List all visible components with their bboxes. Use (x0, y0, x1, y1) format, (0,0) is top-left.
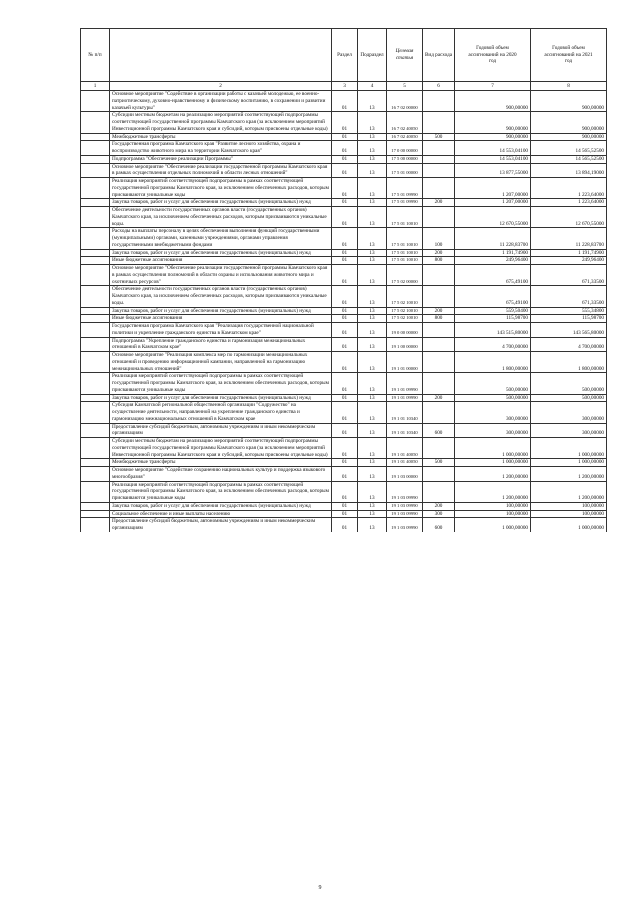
row-expense-cell: 200 (423, 502, 455, 510)
row-expense-cell (423, 265, 455, 286)
table-row (81, 373, 607, 394)
row-2021-cell: 1 200,00000 (531, 467, 607, 482)
row-target-cell: 19 1 01 40050 (387, 438, 423, 459)
row-expense-cell: 500 (423, 459, 455, 467)
row-2020-cell: 1 207,00000 (455, 199, 531, 207)
row-number-cell (81, 373, 110, 394)
row-2020-cell: 100,00000 (455, 510, 531, 518)
row-name-cell: Реализация мероприятий соответствующей подпрограммы в рамках соответствующей государственной программы Камчатского края, за исключением обеспеченных расходов, которым присваиваются уникальные коды (110, 373, 332, 394)
row-2020-cell: 500,00000 (455, 394, 531, 402)
row-target-cell: 17 5 02 10010 (387, 315, 423, 323)
header-name (110, 29, 332, 82)
row-target-cell: 17 5 02 00000 (387, 265, 423, 286)
row-expense-cell (423, 163, 455, 178)
column-number: 3 (332, 82, 358, 91)
row-razdel-cell: 01 (332, 257, 358, 265)
row-razdel-cell: 01 (332, 467, 358, 482)
row-podrazdel-cell: 13 (358, 307, 387, 315)
row-expense-cell (423, 373, 455, 394)
row-name-cell: Субсидия Камчатской региональной общественной организации "Содружество" на осуществление деятельности, направленной на укрепление гражданского единства и гармонизацию межнациональных отношений в Камчатском крае (110, 402, 332, 423)
row-2021-cell: 12 670,55000 (531, 207, 607, 228)
column-number: 4 (358, 82, 387, 91)
table-row (81, 352, 607, 373)
row-name-cell: Субсидии местным бюджетам на реализацию мероприятий соответствующей подпрограммы соответствующей государственной программы Камчатского края (за исключением мероприятий Инвестиционной программы Камчатского края и субсидий, которым присвоены отдельные коды) (110, 438, 332, 459)
row-2021-cell: 1 000,00000 (531, 438, 607, 459)
row-razdel-cell: 01 (332, 394, 358, 402)
row-expense-cell: 200 (423, 394, 455, 402)
row-podrazdel-cell: 13 (358, 481, 387, 502)
row-target-cell: 17 5 01 09990 (387, 178, 423, 199)
row-name-cell: Закупка товаров, работ и услуг для обеспечения государственных (муниципальных) нужд (110, 249, 332, 257)
row-2020-cell: 900,00000 (455, 133, 531, 141)
row-podrazdel-cell: 13 (358, 438, 387, 459)
row-2021-cell: 500,00000 (531, 373, 607, 394)
row-podrazdel-cell: 13 (358, 178, 387, 199)
table-row (81, 510, 607, 518)
row-2021-cell: 249,96400 (531, 257, 607, 265)
row-podrazdel-cell: 13 (358, 394, 387, 402)
row-podrazdel-cell: 13 (358, 459, 387, 467)
row-podrazdel-cell: 13 (358, 155, 387, 163)
row-target-cell: 17 5 02 10010 (387, 307, 423, 315)
row-2021-cell: 555,34800 (531, 307, 607, 315)
row-2021-cell: 4 700,00000 (531, 337, 607, 352)
table-row (81, 502, 607, 510)
row-number-cell (81, 178, 110, 199)
table-row (81, 323, 607, 338)
row-2021-cell: 300,00000 (531, 423, 607, 438)
table-row (81, 249, 607, 257)
row-2020-cell: 13 877,55000 (455, 163, 531, 178)
row-razdel-cell: 01 (332, 91, 358, 112)
row-2020-cell: 143 515,80000 (455, 323, 531, 338)
row-podrazdel-cell: 13 (358, 323, 387, 338)
row-expense-cell: 200 (423, 249, 455, 257)
row-2020-cell: 559,50400 (455, 307, 531, 315)
row-name-cell: Реализация мероприятий соответствующей подпрограммы в рамках соответствующей государственной программы Камчатского края, за исключением обеспеченных расходов, которым присваиваются уникальные коды (110, 178, 332, 199)
header-num: № п/п (81, 29, 110, 82)
row-number-cell (81, 323, 110, 338)
row-2020-cell: 1 000,00000 (455, 438, 531, 459)
row-2020-cell: 100,00000 (455, 502, 531, 510)
table-row (81, 518, 607, 532)
row-number-cell (81, 467, 110, 482)
row-2021-cell: 1 000,00000 (531, 518, 607, 532)
row-podrazdel-cell: 13 (358, 518, 387, 532)
row-podrazdel-cell: 13 (358, 373, 387, 394)
row-target-cell: 17 5 00 00000 (387, 155, 423, 163)
row-2020-cell: 675,49100 (455, 265, 531, 286)
row-podrazdel-cell: 13 (358, 315, 387, 323)
row-name-cell: Основное мероприятие "Содействие в организации работы с казачьей молодежью, ее военно-патриотическому, духовно-нравственному и физическому воспитанию, в сохранении и развитии казачьей культуры" (110, 91, 332, 112)
row-razdel-cell: 01 (332, 337, 358, 352)
header-podrazdel: Подраздел (358, 29, 387, 82)
row-2021-cell: 900,00000 (531, 133, 607, 141)
row-2021-cell: 671,33500 (531, 265, 607, 286)
row-expense-cell (423, 337, 455, 352)
row-number-cell (81, 481, 110, 502)
row-target-cell: 17 5 01 00000 (387, 163, 423, 178)
row-target-cell: 17 5 01 10010 (387, 257, 423, 265)
table-row (81, 257, 607, 265)
row-2020-cell: 1 200,00000 (455, 481, 531, 502)
row-number-cell (81, 133, 110, 141)
row-2021-cell: 14 565,52500 (531, 141, 607, 156)
table-row (81, 228, 607, 249)
row-number-cell (81, 91, 110, 112)
header-razdel: Раздел (332, 29, 358, 82)
budget-table (80, 28, 607, 532)
row-podrazdel-cell: 13 (358, 352, 387, 373)
row-razdel-cell: 01 (332, 352, 358, 373)
row-razdel-cell: 01 (332, 141, 358, 156)
row-target-cell: 17 5 01 10010 (387, 249, 423, 257)
page-number: 9 (318, 885, 322, 891)
row-2020-cell: 14 553,04100 (455, 155, 531, 163)
row-expense-cell (423, 112, 455, 133)
row-razdel-cell: 01 (332, 307, 358, 315)
row-target-cell: 17 5 02 10010 (387, 286, 423, 307)
row-number-cell (81, 315, 110, 323)
row-podrazdel-cell: 13 (358, 141, 387, 156)
row-expense-cell (423, 323, 455, 338)
row-name-cell: Подпрограмма "Укрепление гражданского единства и гармонизация межнациональных отношений в Камчатском крае" (110, 337, 332, 352)
row-2021-cell: 1 800,00000 (531, 352, 607, 373)
row-number-cell (81, 265, 110, 286)
row-podrazdel-cell: 13 (358, 228, 387, 249)
row-podrazdel-cell: 13 (358, 133, 387, 141)
row-number-cell (81, 459, 110, 467)
row-target-cell: 16 7 02 40050 (387, 112, 423, 133)
row-target-cell: 19 1 01 09990 (387, 394, 423, 402)
row-expense-cell: 600 (423, 518, 455, 532)
row-name-cell: Межбюджетные трансферты (110, 133, 332, 141)
row-2021-cell: 14 565,52500 (531, 155, 607, 163)
row-number-cell (81, 257, 110, 265)
row-2021-cell: 500,00000 (531, 394, 607, 402)
row-number-cell (81, 352, 110, 373)
row-podrazdel-cell: 13 (358, 163, 387, 178)
row-expense-cell (423, 155, 455, 163)
row-expense-cell: 200 (423, 199, 455, 207)
row-2020-cell: 115,98700 (455, 315, 531, 323)
row-podrazdel-cell: 13 (358, 265, 387, 286)
row-2020-cell: 1 000,00000 (455, 518, 531, 532)
table-row (81, 163, 607, 178)
row-name-cell: Расходы на выплаты персоналу в целях обеспечения выполнения функций государственными (муниципальными) органами, казенными учреждениями, органами управления государственными внебюджетными фондами (110, 228, 332, 249)
row-expense-cell: 300 (423, 510, 455, 518)
row-target-cell: 16 7 02 40050 (387, 133, 423, 141)
row-2020-cell: 900,00000 (455, 91, 531, 112)
row-name-cell: Предоставление субсидий бюджетным, автономным учреждениям и иным некоммерческим организациям (110, 518, 332, 532)
row-razdel-cell: 01 (332, 481, 358, 502)
row-target-cell: 19 1 01 40050 (387, 459, 423, 467)
row-name-cell: Основное мероприятие "Реализация комплекса мер по гармонизации межнациональных отношений и проведению информационной кампании, направленной на гармонизацию межнациональных отношений" (110, 352, 332, 373)
table-row (81, 481, 607, 502)
row-2021-cell: 900,00000 (531, 91, 607, 112)
row-target-cell: 19 1 03 09990 (387, 518, 423, 532)
budget-document (80, 28, 606, 532)
row-2020-cell: 500,00000 (455, 373, 531, 394)
row-number-cell (81, 163, 110, 178)
row-target-cell: 17 0 00 00000 (387, 141, 423, 156)
table-row (81, 307, 607, 315)
column-number: 1 (81, 82, 110, 91)
table-row (81, 91, 607, 112)
row-podrazdel-cell: 13 (358, 467, 387, 482)
table-row (81, 286, 607, 307)
row-2020-cell: 249,96400 (455, 257, 531, 265)
row-razdel-cell: 01 (332, 502, 358, 510)
row-number-cell (81, 438, 110, 459)
table-row (81, 337, 607, 352)
row-number-cell (81, 394, 110, 402)
row-2020-cell: 4 700,00000 (455, 337, 531, 352)
row-number-cell (81, 307, 110, 315)
row-2021-cell: 1 223,64000 (531, 178, 607, 199)
row-target-cell: 19 1 01 00000 (387, 352, 423, 373)
row-razdel-cell: 01 (332, 373, 358, 394)
row-2021-cell: 300,00000 (531, 402, 607, 423)
row-podrazdel-cell: 13 (358, 112, 387, 133)
row-name-cell: Межбюджетные трансферты (110, 459, 332, 467)
row-podrazdel-cell: 13 (358, 286, 387, 307)
row-2020-cell: 300,00000 (455, 402, 531, 423)
row-2021-cell: 100,00000 (531, 510, 607, 518)
row-2021-cell: 900,00000 (531, 112, 607, 133)
row-name-cell: Государственная программа Камчатского края "Реализация государственной национальной политики и укрепление гражданского единства в Камчатском крае" (110, 323, 332, 338)
row-number-cell (81, 518, 110, 532)
row-name-cell: Основное мероприятие "Содействие сохранению национальных культур и поддержка языкового многообразия" (110, 467, 332, 482)
row-podrazdel-cell: 13 (358, 502, 387, 510)
row-razdel-cell: 01 (332, 438, 358, 459)
row-number-cell (81, 286, 110, 307)
table-row (81, 438, 607, 459)
column-number-row (81, 82, 607, 91)
row-name-cell: Иные бюджетные ассигнования (110, 315, 332, 323)
row-razdel-cell: 01 (332, 228, 358, 249)
row-name-cell: Подпрограмма "Обеспечение реализации Программы" (110, 155, 332, 163)
row-expense-cell (423, 352, 455, 373)
row-razdel-cell: 01 (332, 510, 358, 518)
row-number-cell (81, 502, 110, 510)
table-row (81, 141, 607, 156)
row-target-cell: 19 1 03 09990 (387, 502, 423, 510)
row-podrazdel-cell: 13 (358, 249, 387, 257)
row-target-cell: 17 5 01 10010 (387, 207, 423, 228)
row-number-cell (81, 402, 110, 423)
row-number-cell (81, 249, 110, 257)
row-razdel-cell: 01 (332, 402, 358, 423)
row-name-cell: Основное мероприятие "Обеспечение реализации государственной программы Камчатского края в рамках осуществления полномочий в области охраны и использования животного мира и охотничьих ресурсов" (110, 265, 332, 286)
row-podrazdel-cell: 13 (358, 337, 387, 352)
row-expense-cell (423, 402, 455, 423)
row-target-cell: 17 5 01 10010 (387, 228, 423, 249)
row-expense-cell: 800 (423, 257, 455, 265)
row-name-cell: Иные бюджетные ассигнования (110, 257, 332, 265)
row-name-cell: Реализация мероприятий соответствующей подпрограммы в рамках соответствующей государственной программы Камчатского края, за исключением обеспеченных расходов, которым присваиваются уникальные коды (110, 481, 332, 502)
row-2021-cell: 1 223,64000 (531, 199, 607, 207)
row-expense-cell (423, 467, 455, 482)
row-razdel-cell: 01 (332, 249, 358, 257)
table-row (81, 467, 607, 482)
table-row (81, 155, 607, 163)
row-razdel-cell: 01 (332, 315, 358, 323)
row-name-cell: Государственная программа Камчатского края "Развитие лесного хозяйства, охрана и воспроизводство животного мира на территории Камчатского края" (110, 141, 332, 156)
row-expense-cell (423, 481, 455, 502)
row-podrazdel-cell: 13 (358, 510, 387, 518)
row-2021-cell: 1 191,74900 (531, 249, 607, 257)
table-row (81, 265, 607, 286)
row-name-cell: Закупка товаров, работ и услуг для обеспечения государственных (муниципальных) нужд (110, 199, 332, 207)
row-name-cell: Закупка товаров, работ и услуг для обеспечения государственных (муниципальных) нужд (110, 394, 332, 402)
row-2020-cell: 12 670,55000 (455, 207, 531, 228)
table-row (81, 394, 607, 402)
table-row (81, 423, 607, 438)
row-expense-cell (423, 207, 455, 228)
row-2020-cell: 1 000,00000 (455, 459, 531, 467)
row-2020-cell: 675,49100 (455, 286, 531, 307)
row-2021-cell: 11 228,83700 (531, 228, 607, 249)
row-expense-cell: 200 (423, 307, 455, 315)
row-2020-cell: 1 207,00000 (455, 178, 531, 199)
row-razdel-cell: 01 (332, 112, 358, 133)
row-podrazdel-cell: 13 (358, 91, 387, 112)
row-razdel-cell: 01 (332, 163, 358, 178)
row-2021-cell: 1 200,00000 (531, 481, 607, 502)
row-target-cell: 19 1 03 09990 (387, 481, 423, 502)
row-target-cell: 19 1 01 10340 (387, 402, 423, 423)
column-number: 5 (387, 82, 423, 91)
row-podrazdel-cell: 13 (358, 423, 387, 438)
row-expense-cell (423, 91, 455, 112)
header-year-2020: Годовой объем ассигнований на 2020 год (455, 29, 531, 82)
header-target-article: Целевая статья (387, 29, 423, 82)
row-target-cell: 19 1 03 00000 (387, 467, 423, 482)
row-2021-cell: 100,00000 (531, 502, 607, 510)
row-2021-cell: 13 894,19000 (531, 163, 607, 178)
column-number: 8 (531, 82, 607, 91)
row-expense-cell (423, 178, 455, 199)
row-razdel-cell: 01 (332, 323, 358, 338)
row-2021-cell: 115,98700 (531, 315, 607, 323)
row-name-cell: Социальное обеспечение и иные выплаты населению (110, 510, 332, 518)
column-number: 2 (110, 82, 332, 91)
row-expense-cell: 600 (423, 423, 455, 438)
row-number-cell (81, 112, 110, 133)
table-row (81, 207, 607, 228)
table-row (81, 315, 607, 323)
row-razdel-cell: 01 (332, 265, 358, 286)
row-expense-cell (423, 438, 455, 459)
row-number-cell (81, 228, 110, 249)
row-expense-cell (423, 141, 455, 156)
row-name-cell: Основное мероприятие "Обеспечение реализации государственной программы Камчатского края в рамках осуществления отдельных полномочий в области лесных отношений" (110, 163, 332, 178)
row-razdel-cell: 01 (332, 155, 358, 163)
table-row (81, 178, 607, 199)
header-year-2021: Годовой объем ассигнований на 2021 год (531, 29, 607, 82)
column-number: 7 (455, 82, 531, 91)
row-number-cell (81, 141, 110, 156)
table-row (81, 459, 607, 467)
header-expense-type: Вид расхода (423, 29, 455, 82)
table-row (81, 133, 607, 141)
row-number-cell (81, 510, 110, 518)
row-2020-cell: 1 200,00000 (455, 467, 531, 482)
table-row (81, 112, 607, 133)
row-name-cell: Субсидии местным бюджетам на реализацию мероприятий соответствующей подпрограммы соответствующей государственной программы Камчатского края (за исключением мероприятий Инвестиционной программы Камчатского края и субсидий, которым присвоены отдельные коды) (110, 112, 332, 133)
row-target-cell: 16 7 02 00000 (387, 91, 423, 112)
row-name-cell: Закупка товаров, работ и услуг для обеспечения государственных (муниципальных) нужд (110, 307, 332, 315)
row-2021-cell: 143 565,80000 (531, 323, 607, 338)
row-target-cell: 19 1 01 09990 (387, 373, 423, 394)
row-2020-cell: 14 553,04100 (455, 141, 531, 156)
row-number-cell (81, 423, 110, 438)
row-number-cell (81, 155, 110, 163)
row-name-cell: Закупка товаров, работ и услуг для обеспечения государственных (муниципальных) нужд (110, 502, 332, 510)
row-podrazdel-cell: 13 (358, 402, 387, 423)
row-razdel-cell: 01 (332, 199, 358, 207)
row-number-cell (81, 199, 110, 207)
row-name-cell: Обеспечение деятельности государственных органов власти (государственных органов) Камчатского края, за исключением обеспеченных расходов, которым присваиваются уникальные коды. (110, 207, 332, 228)
row-target-cell: 19 1 00 00000 (387, 337, 423, 352)
row-target-cell: 19 1 03 09990 (387, 510, 423, 518)
row-target-cell: 19 0 00 00000 (387, 323, 423, 338)
row-razdel-cell: 01 (332, 459, 358, 467)
row-podrazdel-cell: 13 (358, 199, 387, 207)
row-expense-cell: 800 (423, 315, 455, 323)
table-row (81, 402, 607, 423)
row-2020-cell: 1 191,74900 (455, 249, 531, 257)
row-2020-cell: 300,00000 (455, 423, 531, 438)
row-2021-cell: 671,33500 (531, 286, 607, 307)
table-header-row (81, 29, 607, 82)
column-number: 6 (423, 82, 455, 91)
row-razdel-cell: 01 (332, 423, 358, 438)
row-razdel-cell: 01 (332, 133, 358, 141)
row-podrazdel-cell: 13 (358, 257, 387, 265)
row-razdel-cell: 01 (332, 286, 358, 307)
row-name-cell: Обеспечение деятельности государственных органов власти (государственных органов) Камчатского края, за исключением обеспеченных расходов, которым присваиваются уникальные коды. (110, 286, 332, 307)
row-razdel-cell: 01 (332, 207, 358, 228)
row-razdel-cell: 01 (332, 178, 358, 199)
row-expense-cell (423, 286, 455, 307)
row-2020-cell: 1 800,00000 (455, 352, 531, 373)
row-number-cell (81, 337, 110, 352)
row-razdel-cell: 01 (332, 518, 358, 532)
row-expense-cell: 100 (423, 228, 455, 249)
row-podrazdel-cell: 13 (358, 207, 387, 228)
row-2021-cell: 1 000,00000 (531, 459, 607, 467)
row-name-cell: Предоставление субсидий бюджетным, автономным учреждениям и иным некоммерческим организациям (110, 423, 332, 438)
row-number-cell (81, 207, 110, 228)
row-expense-cell: 500 (423, 133, 455, 141)
row-target-cell: 19 1 01 10340 (387, 423, 423, 438)
row-2020-cell: 11 228,83700 (455, 228, 531, 249)
table-row (81, 199, 607, 207)
row-target-cell: 17 5 01 09990 (387, 199, 423, 207)
row-2020-cell: 900,00000 (455, 112, 531, 133)
